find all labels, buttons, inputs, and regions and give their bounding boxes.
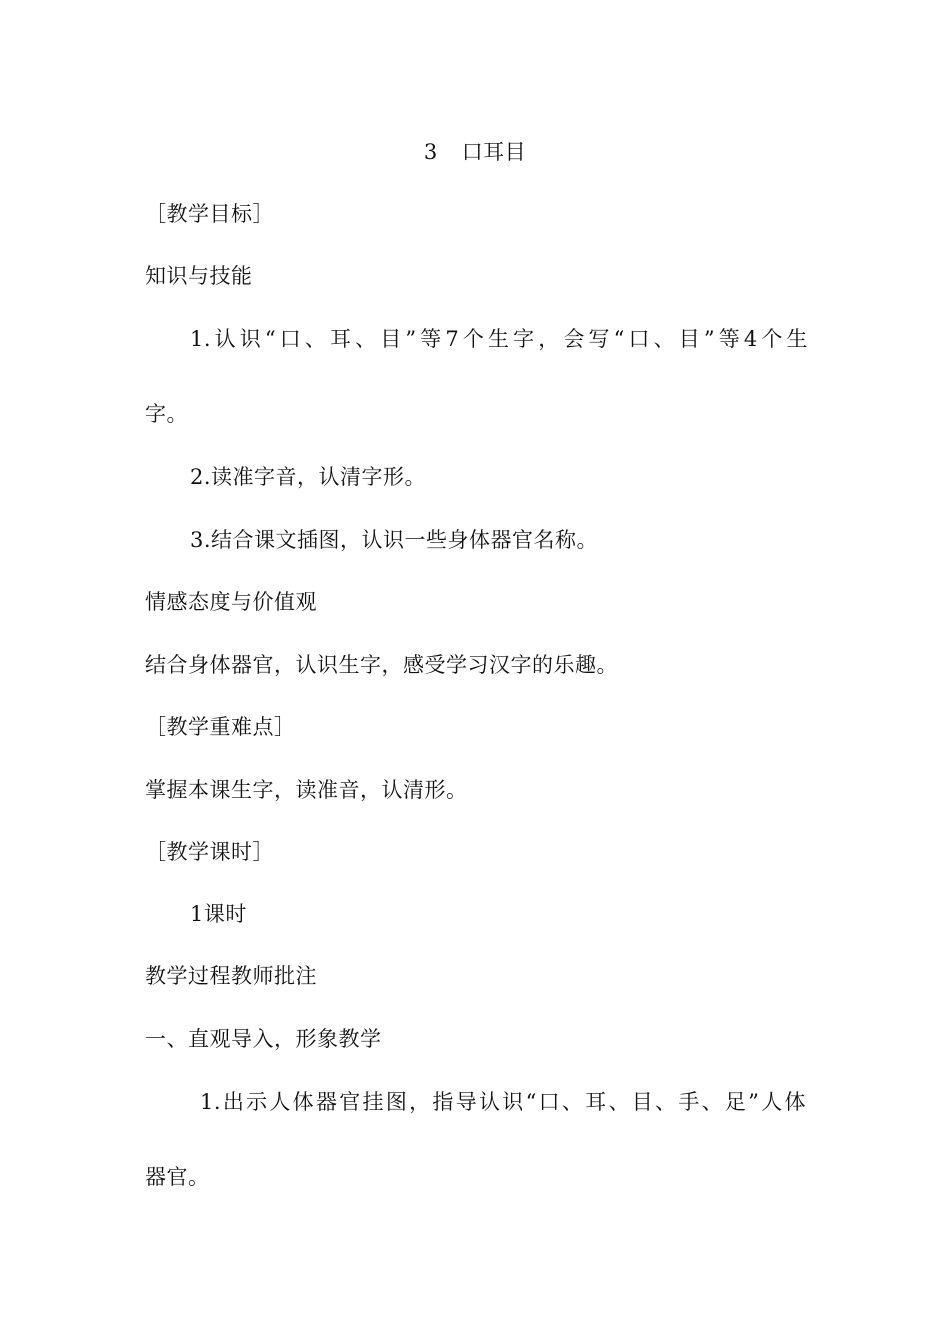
knowledge-skills-heading: 知识与技能 [145, 264, 253, 288]
emotion-values-text: 结合身体器官，认识生字，感受学习汉字的乐趣。 [145, 653, 618, 677]
objective-1-line-2: 字。 [145, 402, 188, 426]
objective-1-line-1: 1.认识“口、耳、目”等7个生字，会写“口、目”等4个生 [190, 327, 808, 351]
section-keypoints-heading: ［教学重难点］ [145, 715, 296, 739]
lesson-title-text: 口耳目 [461, 140, 527, 164]
step-1-item-1-line-2: 器官。 [145, 1165, 210, 1189]
lesson-number: 3 [423, 140, 438, 164]
objective-2: 2.读准字音，认清字形。 [190, 465, 427, 489]
step-1-item-1-line-1: 1.出示人体器官挂图，指导认识“口、耳、目、手、足”人体 [200, 1090, 806, 1114]
process-header: 教学过程教师批注 [145, 964, 317, 988]
lesson-title [0, 138, 950, 166]
objective-3: 3.结合课文插图，认识一些身体器官名称。 [190, 528, 599, 552]
keypoints-text: 掌握本课生字，读准音，认清形。 [145, 778, 468, 802]
section-hours-heading: ［教学课时］ [145, 840, 274, 864]
hours-text: 1课时 [190, 902, 247, 926]
step-1-title: 一、直观导入，形象教学 [145, 1027, 382, 1051]
section-objectives-heading: ［教学目标］ [145, 202, 274, 226]
emotion-values-heading: 情感态度与价值观 [145, 590, 317, 614]
